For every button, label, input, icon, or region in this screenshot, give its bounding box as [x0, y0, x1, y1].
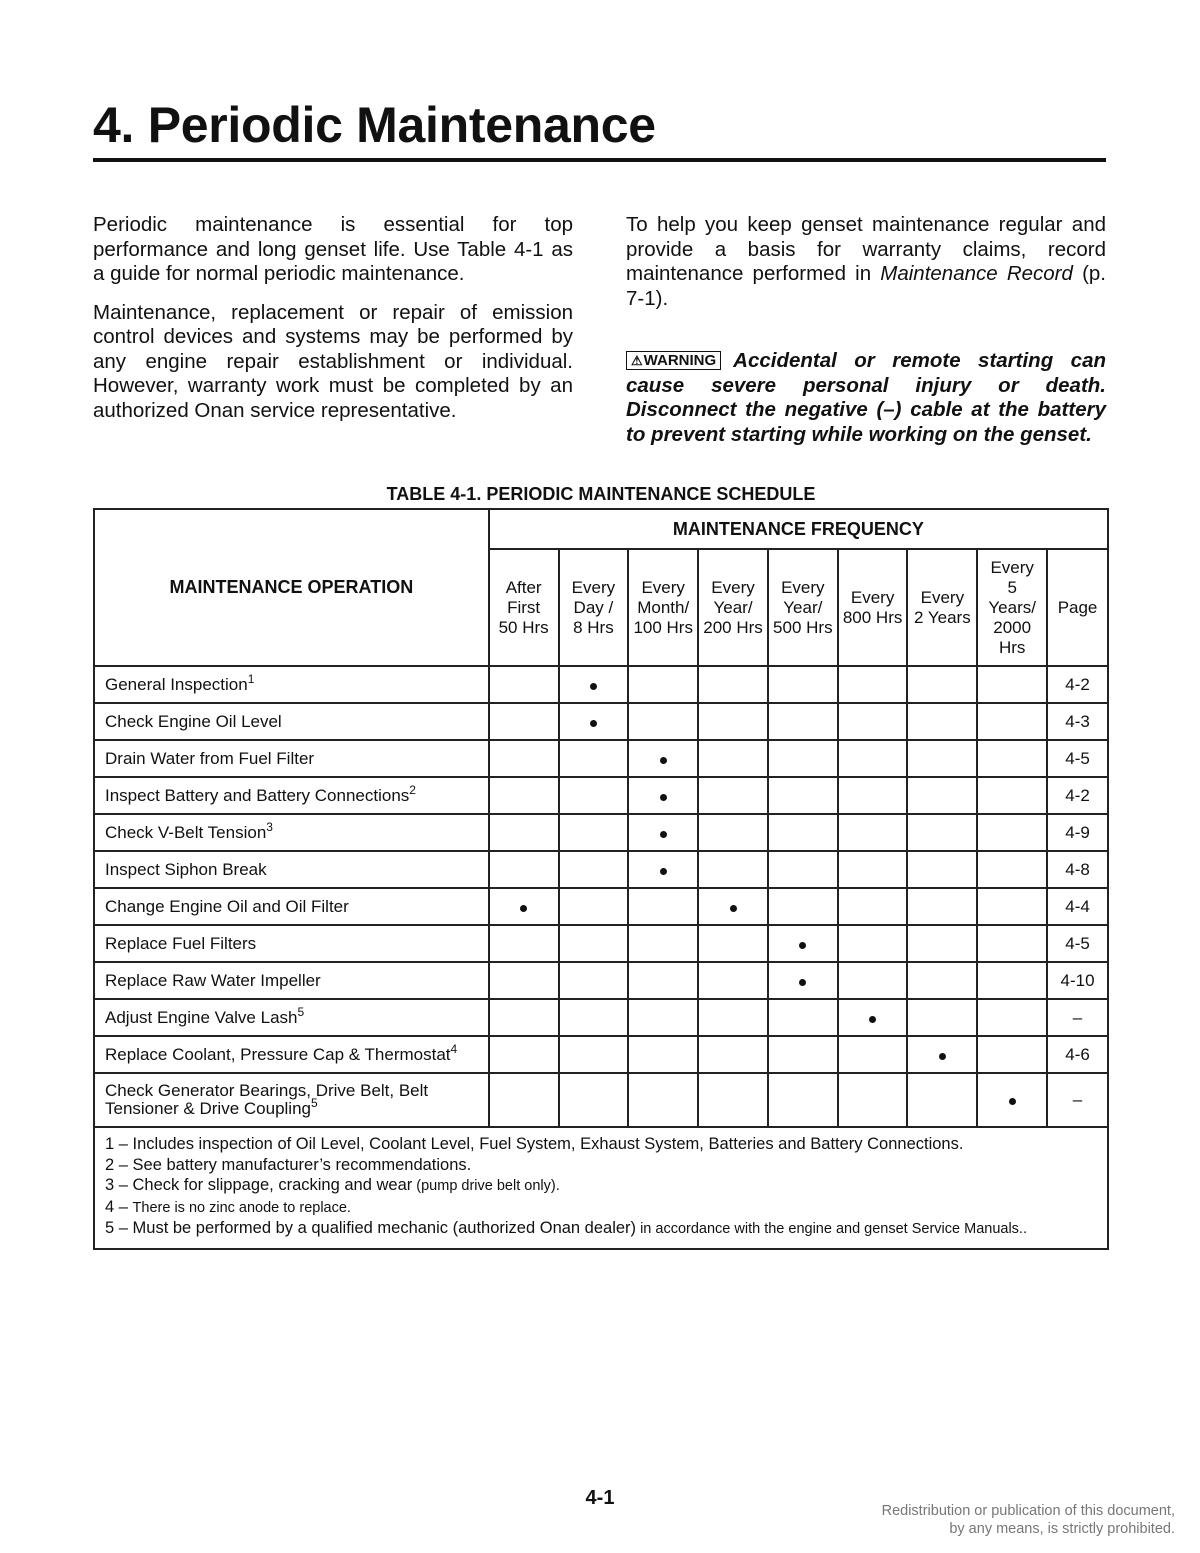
- operation-text: Replace Fuel Filters: [105, 933, 257, 953]
- frequency-column-header: [768, 549, 838, 666]
- operation-text: Inspect Siphon Break: [105, 859, 267, 879]
- frequency-cell: [489, 1036, 559, 1073]
- frequency-cell: [559, 962, 629, 999]
- frequency-cell: [838, 666, 908, 703]
- frequency-cell: [768, 740, 838, 777]
- bullet-icon: [1009, 1098, 1016, 1105]
- frequency-cell: [698, 999, 768, 1036]
- frequency-cell: [907, 925, 977, 962]
- table-row: [94, 1036, 1108, 1073]
- frequency-cell: [559, 740, 629, 777]
- frequency-header-line: 200 Hrs: [703, 617, 763, 637]
- operation-cell: [94, 666, 489, 703]
- frequency-header-line: Every: [920, 587, 965, 607]
- frequency-cell: [977, 1073, 1047, 1127]
- operation-cell: [94, 962, 489, 999]
- frequency-cell: [489, 962, 559, 999]
- warning-text: Accidental or remote starting can cause severe personal injury or death. Disconnect the negative (–) cable at the battery to prevent starting while working on the genset.: [626, 349, 1106, 446]
- page-ref-cell: 4-9: [1047, 814, 1108, 851]
- bullet-icon: [799, 979, 806, 986]
- footnote-1: 1 – Includes inspection of Oil Level, Coolant Level, Fuel System, Exhaust System, Batteries and Battery Connections.: [105, 1135, 964, 1153]
- operation-cell: [94, 925, 489, 962]
- operation-cell: [94, 1036, 489, 1073]
- frequency-cell: [698, 777, 768, 814]
- table-row: [94, 925, 1108, 962]
- operation-text: Change Engine Oil and Oil Filter: [105, 896, 349, 916]
- frequency-cell: [559, 851, 629, 888]
- frequency-cell: [489, 666, 559, 703]
- frequency-cell: [838, 962, 908, 999]
- frequency-cell: [768, 814, 838, 851]
- frequency-cell: [698, 814, 768, 851]
- title-rule: [93, 158, 1106, 162]
- frequency-cell: [559, 1073, 629, 1127]
- table-row: [94, 999, 1108, 1036]
- operation-text: Tensioner & Drive Coupling: [105, 1099, 311, 1118]
- frequency-cell: [559, 666, 629, 703]
- frequency-cell: [628, 1036, 698, 1073]
- maintenance-schedule-table: [93, 508, 1109, 1250]
- warning-triangle-icon: ⚠: [631, 353, 643, 368]
- table-row: [94, 962, 1108, 999]
- frequency-cell: [838, 888, 908, 925]
- frequency-column-header: [698, 549, 768, 666]
- operation-line: [105, 1096, 488, 1118]
- footnote-5-small: in accordance with the engine and genset Service Manuals..: [636, 1221, 1027, 1237]
- table-footnotes: [94, 1127, 1108, 1249]
- frequency-cell: [698, 740, 768, 777]
- operation-cell: [94, 740, 489, 777]
- frequency-cell: [977, 888, 1047, 925]
- maintenance-record-ref: Maintenance Record: [880, 262, 1073, 285]
- frequency-cell: [977, 962, 1047, 999]
- operation-cell: [94, 851, 489, 888]
- footnote-4-small: There is no zinc anode to replace.: [132, 1199, 351, 1216]
- frequency-cell: [489, 1073, 559, 1127]
- frequency-cell: [768, 999, 838, 1036]
- operation-text: Replace Raw Water Impeller: [105, 970, 321, 990]
- footnote-3: [105, 1175, 1097, 1197]
- frequency-header-line: Year/: [783, 597, 823, 617]
- footer-line-1: Redistribution or publication of this document,: [881, 1503, 1175, 1519]
- frequency-cell: [698, 925, 768, 962]
- frequency-cell: [977, 814, 1047, 851]
- footnote-2: 2 – See battery manufacturer’s recommendations.: [105, 1155, 472, 1174]
- frequency-header-line: 5: [1007, 577, 1017, 597]
- table-row: [94, 851, 1108, 888]
- frequency-header-line: After: [505, 577, 542, 597]
- bullet-icon: [520, 905, 527, 912]
- bullet-icon: [939, 1053, 946, 1060]
- page-number: 4-1: [585, 1487, 615, 1509]
- footnote-marker: 4: [450, 1041, 458, 1056]
- page-ref-cell: –: [1047, 999, 1108, 1036]
- frequency-header-line: Every: [641, 577, 685, 597]
- frequency-cell: [628, 777, 698, 814]
- frequency-cell: [768, 703, 838, 740]
- frequency-cell: [489, 851, 559, 888]
- frequency-cell: [838, 999, 908, 1036]
- frequency-column-header: [489, 549, 559, 666]
- footnote-4-main: 4 –: [105, 1197, 133, 1216]
- page-ref-cell: 4-2: [1047, 777, 1108, 814]
- frequency-cell: [489, 925, 559, 962]
- frequency-cell: [628, 851, 698, 888]
- frequency-header: MAINTENANCE FREQUENCY: [489, 509, 1108, 549]
- frequency-cell: [838, 777, 908, 814]
- footer-line-2: by any means, is strictly prohibited.: [949, 1521, 1175, 1537]
- bullet-icon: [660, 757, 667, 764]
- frequency-cell: [489, 888, 559, 925]
- frequency-column-header: [838, 549, 908, 666]
- table-row: [94, 1073, 1108, 1127]
- operation-cell: [94, 777, 489, 814]
- frequency-header-line: 800 Hrs: [842, 607, 903, 627]
- frequency-header-line: Month/: [637, 597, 690, 617]
- frequency-header-line: Year/: [713, 597, 753, 617]
- frequency-header-line: Day /: [573, 597, 614, 617]
- operation-text: Replace Coolant, Pressure Cap & Thermostat: [105, 1044, 451, 1064]
- frequency-cell: [907, 962, 977, 999]
- footnote-5-main: 5 – Must be performed by a qualified mechanic (authorized Onan dealer): [105, 1219, 637, 1237]
- operation-cell: [94, 703, 489, 740]
- footnote-marker: 5: [311, 1096, 318, 1110]
- notes-row: [94, 1127, 1108, 1249]
- operation-header: MAINTENANCE OPERATION: [94, 509, 489, 666]
- frequency-cell: [559, 999, 629, 1036]
- frequency-cell: [838, 703, 908, 740]
- frequency-header-line: Every: [990, 557, 1034, 577]
- emission-paragraph: Maintenance, replacement or repair of emission control devices and systems may be performed by any engine repair establishment or individual. However, warranty work must be completed by an authorized Onan service representative.: [93, 300, 573, 422]
- frequency-cell: [698, 888, 768, 925]
- frequency-header-line: Every: [571, 577, 616, 597]
- footnote-marker: 1: [247, 671, 255, 686]
- frequency-cell: [768, 1036, 838, 1073]
- frequency-header-line: First: [507, 597, 541, 617]
- page-column-header: Page: [1047, 549, 1108, 666]
- frequency-cell: [907, 1073, 977, 1127]
- operation-cell: [94, 1073, 489, 1127]
- table-row: [94, 666, 1108, 703]
- bullet-icon: [660, 794, 667, 801]
- frequency-cell: [628, 666, 698, 703]
- frequency-header-line: Years/: [988, 597, 1036, 617]
- table-row: [94, 740, 1108, 777]
- frequency-header-line: 100 Hrs: [633, 617, 693, 637]
- frequency-cell: [559, 1036, 629, 1073]
- table-caption: TABLE 4-1. PERIODIC MAINTENANCE SCHEDULE: [386, 484, 816, 504]
- frequency-cell: [628, 962, 698, 999]
- frequency-cell: [628, 814, 698, 851]
- page-ref-cell: 4-6: [1047, 1036, 1108, 1073]
- record-text-after: (p. 7-1).: [626, 262, 1106, 310]
- frequency-cell: [907, 1036, 977, 1073]
- frequency-cell: [628, 925, 698, 962]
- frequency-cell: [559, 888, 629, 925]
- page-ref-cell: 4-2: [1047, 666, 1108, 703]
- page-ref-cell: 4-3: [1047, 703, 1108, 740]
- frequency-header-line: 8 Hrs: [573, 617, 614, 637]
- frequency-header-line: 2000: [993, 617, 1032, 637]
- record-text-before: To help you keep genset maintenance regular and provide a basis for warranty claims, record maintenance performed in: [626, 213, 1106, 285]
- page-ref-cell: 4-5: [1047, 740, 1108, 777]
- footnote-marker: 3: [266, 819, 273, 834]
- operation-cell: [94, 814, 489, 851]
- frequency-header-line: Every: [711, 577, 755, 597]
- frequency-cell: [977, 851, 1047, 888]
- operation-text: Adjust Engine Valve Lash: [105, 1007, 298, 1027]
- right-column: [626, 213, 1106, 461]
- frequency-cell: [628, 740, 698, 777]
- frequency-cell: [977, 740, 1047, 777]
- warning-paragraph: [626, 349, 1106, 447]
- frequency-column-header: [907, 549, 977, 666]
- frequency-cell: [907, 703, 977, 740]
- frequency-cell: [977, 777, 1047, 814]
- frequency-cell: [559, 703, 629, 740]
- frequency-cell: [489, 703, 559, 740]
- frequency-header-line: Every: [781, 577, 825, 597]
- frequency-cell: [907, 777, 977, 814]
- bullet-icon: [590, 683, 597, 690]
- frequency-cell: [838, 851, 908, 888]
- operation-text: Inspect Battery and Battery Connections: [105, 785, 410, 805]
- frequency-cell: [628, 888, 698, 925]
- frequency-column-header: [559, 549, 629, 666]
- frequency-cell: [698, 962, 768, 999]
- intro-paragraph: Periodic maintenance is essential for top performance and long genset life. Use Table 4-1 as a guide for normal periodic maintenance.: [93, 213, 573, 285]
- frequency-header-line: 2 Years: [914, 607, 971, 627]
- frequency-cell: [628, 1073, 698, 1127]
- table-row: [94, 814, 1108, 851]
- left-column: [93, 213, 573, 437]
- frequency-cell: [628, 999, 698, 1036]
- frequency-cell: [698, 1036, 768, 1073]
- footnote-marker: 2: [409, 782, 416, 797]
- operation-text: Check V-Belt Tension: [105, 822, 267, 842]
- frequency-header-line: Hrs: [998, 637, 1026, 657]
- frequency-cell: [559, 814, 629, 851]
- warning-badge: [626, 351, 721, 370]
- frequency-cell: [907, 851, 977, 888]
- page-title: 4. Periodic Maintenance: [93, 97, 656, 153]
- frequency-cell: [768, 777, 838, 814]
- frequency-cell: [489, 999, 559, 1036]
- footnote-marker: 5: [297, 1004, 305, 1019]
- operation-line: Check Generator Bearings, Drive Belt, Belt: [105, 1081, 429, 1100]
- footer-notice: [882, 1502, 1175, 1538]
- frequency-cell: [907, 740, 977, 777]
- footnote-4: [105, 1197, 1097, 1219]
- operation-cell: [94, 888, 489, 925]
- frequency-cell: [768, 962, 838, 999]
- frequency-cell: [977, 999, 1047, 1036]
- frequency-column-header: [977, 549, 1047, 666]
- frequency-cell: [559, 925, 629, 962]
- frequency-header-line: Every: [850, 587, 895, 607]
- frequency-cell: [977, 1036, 1047, 1073]
- frequency-cell: [977, 925, 1047, 962]
- frequency-cell: [628, 703, 698, 740]
- frequency-cell: [768, 888, 838, 925]
- footnote-5: [105, 1218, 1097, 1240]
- operation-text: Drain Water from Fuel Filter: [105, 748, 315, 768]
- bullet-icon: [730, 905, 737, 912]
- footnote-3-small: (pump drive belt only).: [412, 1178, 560, 1194]
- frequency-header-line: 500 Hrs: [773, 617, 833, 637]
- footnote-3-main: 3 – Check for slippage, cracking and wear: [105, 1176, 413, 1194]
- operation-text: General Inspection: [105, 674, 248, 694]
- frequency-cell: [838, 814, 908, 851]
- frequency-cell: [838, 1036, 908, 1073]
- page-ref-cell: –: [1047, 1073, 1108, 1127]
- operation-cell: [94, 999, 489, 1036]
- frequency-cell: [838, 740, 908, 777]
- frequency-cell: [489, 777, 559, 814]
- frequency-cell: [838, 925, 908, 962]
- bullet-icon: [869, 1016, 876, 1023]
- table-row: [94, 777, 1108, 814]
- bullet-icon: [660, 868, 667, 875]
- bullet-icon: [590, 720, 597, 727]
- frequency-cell: [768, 1073, 838, 1127]
- bullet-icon: [660, 831, 667, 838]
- frequency-cell: [977, 666, 1047, 703]
- frequency-column-header: [628, 549, 698, 666]
- frequency-cell: [907, 999, 977, 1036]
- frequency-cell: [768, 851, 838, 888]
- frequency-cell: [907, 666, 977, 703]
- page-ref-cell: 4-4: [1047, 888, 1108, 925]
- frequency-cell: [489, 740, 559, 777]
- frequency-cell: [838, 1073, 908, 1127]
- table-row: [94, 888, 1108, 925]
- frequency-cell: [698, 666, 768, 703]
- frequency-cell: [489, 814, 559, 851]
- record-paragraph: [626, 213, 1106, 311]
- frequency-cell: [698, 851, 768, 888]
- page-ref-cell: 4-8: [1047, 851, 1108, 888]
- frequency-cell: [907, 888, 977, 925]
- page-ref-cell: 4-10: [1047, 962, 1108, 999]
- frequency-cell: [907, 814, 977, 851]
- frequency-header-line: 50 Hrs: [498, 617, 549, 637]
- frequency-cell: [559, 777, 629, 814]
- frequency-cell: [768, 925, 838, 962]
- table-row: [94, 703, 1108, 740]
- frequency-cell: [698, 703, 768, 740]
- warning-label: WARNING: [643, 352, 717, 369]
- page-ref-cell: 4-5: [1047, 925, 1108, 962]
- frequency-cell: [768, 666, 838, 703]
- bullet-icon: [799, 942, 806, 949]
- frequency-cell: [698, 1073, 768, 1127]
- operation-text: Check Engine Oil Level: [105, 711, 282, 731]
- frequency-cell: [977, 703, 1047, 740]
